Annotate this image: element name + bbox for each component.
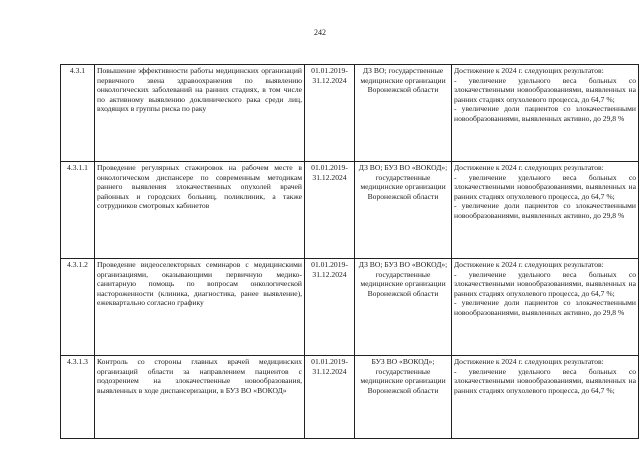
executor-text: ДЗ ВО; БУЗ ВО «ВОКОД»; государственные медицинские организации Воронежской области	[355, 259, 452, 356]
page-number: 242	[314, 28, 326, 37]
result-cell	[452, 259, 639, 356]
result-line: Достижение к 2024 г. следующих результатов:	[454, 260, 604, 269]
result-line: - увеличение доли пациентов со злокачественными новообразованиями, выявленных активно, до 29,8 %	[454, 298, 636, 317]
result-cell	[452, 356, 639, 439]
result-cell	[452, 162, 639, 259]
executor-text: ДЗ ВО; государственные медицинские организации Воронежской области	[355, 65, 452, 162]
period-text: 01.01.2019-31.12.2024	[305, 356, 355, 439]
table-row	[61, 65, 639, 162]
result-cell	[452, 65, 639, 162]
result-line: - увеличение удельного веса больных со злокачественными новообразованиями, выявленных на ранних стадиях опухолевого процесса, до 64,7 %;	[454, 366, 636, 395]
measure-text: Контроль со стороны главных врачей медицинских организаций области за направлением пациентов с подозрением на злокачественные новообразования, выявленных в ходе диспансеризации, в БУЗ ВО «ВОКОД»	[95, 356, 305, 439]
result-line: - увеличение удельного веса больных со злокачественными новообразованиями, выявленных на ранних стадиях опухолевого процесса, до 64,7 %;	[454, 269, 636, 298]
period-text: 01.01.2019-31.12.2024	[305, 65, 355, 162]
row-number: 4.3.1	[61, 65, 95, 162]
result-line: - увеличение удельного веса больных со злокачественными новообразованиями, выявленных на ранних стадиях опухолевого процесса, до 64,7 %;	[454, 172, 636, 201]
result-line: Достижение к 2024 г. следующих результатов:	[454, 163, 604, 172]
table-row	[61, 259, 639, 356]
result-line: - увеличение доли пациентов со злокачественными новообразованиями, выявленных активно, до 29,8 %	[454, 104, 636, 123]
result-line: - увеличение доли пациентов со злокачественными новообразованиями, выявленных активно, до 29,8 %	[454, 201, 636, 220]
table-row	[61, 162, 639, 259]
period-text: 01.01.2019-31.12.2024	[305, 162, 355, 259]
row-number: 4.3.1.2	[61, 259, 95, 356]
row-number: 4.3.1.1	[61, 162, 95, 259]
measure-text: Проведение видеоселекторных семинаров с медицинскими организациями, оказывающими первичную медико-санитарную помощь по вопросам онкологической настороженности (клиника, диагностика, ранее выявление), ежеквартально согласно графику	[95, 259, 305, 356]
measure-text: Проведение регулярных стажировок на рабочем месте в онкологическом диспансере по современным методикам раннего выявления злокачественных опухолей врачей районных и городских больниц, поликлиник, а также сотрудников смотровых кабинетов	[95, 162, 305, 259]
measure-text: Повышение эффективности работы медицинских организаций первичного звена здравоохранения по выявлению онкологических заболеваний на ранних стадиях, в том числе по активному выявлению доклинического рака среди лиц, входящих в группы риска по раку	[95, 65, 305, 162]
executor-text: БУЗ ВО «ВОКОД»; государственные медицинские организации Воронежской области	[355, 356, 452, 439]
table-row	[61, 356, 639, 439]
result-line: Достижение к 2024 г. следующих результатов:	[454, 66, 604, 75]
executor-text: ДЗ ВО; БУЗ ВО «ВОКОД»; государственные медицинские организации Воронежской области	[355, 162, 452, 259]
measures-table	[60, 64, 639, 439]
row-number: 4.3.1.3	[61, 356, 95, 439]
result-line: - увеличение удельного веса больных со злокачественными новообразованиями, выявленных на ранних стадиях опухолевого процесса, до 64,7 %;	[454, 75, 636, 104]
result-line: Достижение к 2024 г. следующих результатов:	[454, 357, 604, 366]
period-text: 01.01.2019-31.12.2024	[305, 259, 355, 356]
